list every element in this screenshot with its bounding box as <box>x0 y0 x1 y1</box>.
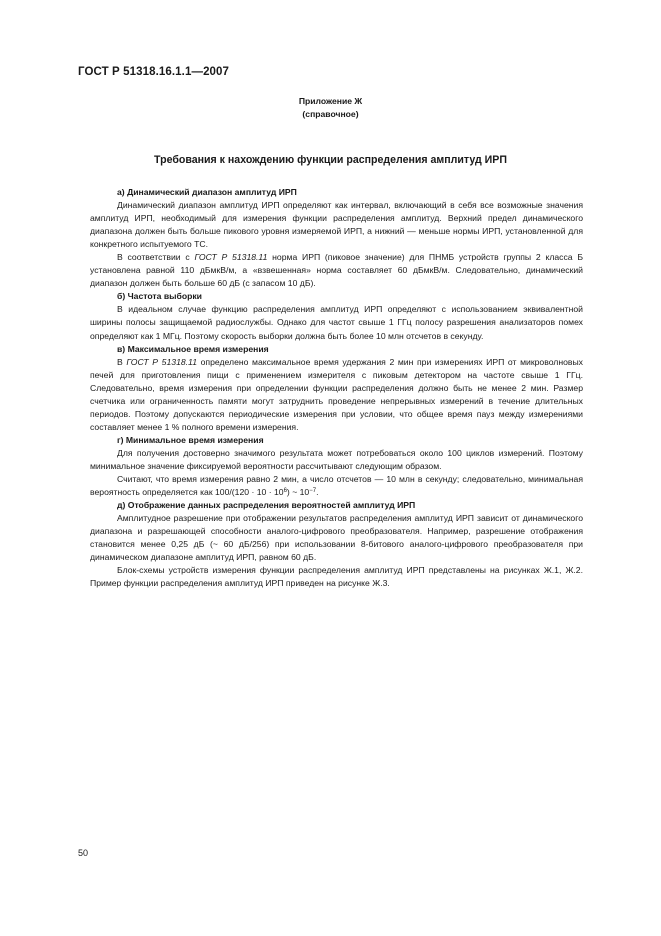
standard-reference: ГОСТ Р 51318.11 <box>194 252 268 263</box>
document-body <box>90 186 583 590</box>
section-heading-b: б) Частота выборки <box>117 291 202 302</box>
formula-paragraph <box>90 473 583 499</box>
section-heading-a: а) Динамический диапазон амплитуд ИРП <box>117 187 297 197</box>
paragraph: В идеальном случае функцию распределения амплитуд ИРП определяют с использованием эквивалентной ширины полосы защищаемой радиослужбы. Однако для частот свыше 1 ГГц полосу разрешения анализаторов помех определяют как 1 МГц. Поэтому скорость выборки должна быть более 10 млн отсчетов в секунду. <box>90 304 583 341</box>
paragraph <box>90 356 583 434</box>
paragraph <box>90 251 583 290</box>
annex-title: Требования к нахождению функции распределения амплитуд ИРП <box>154 154 507 166</box>
formula-exponent: 6 <box>283 488 287 495</box>
paragraph: Амплитудное разрешение при отображении результатов распределения амплитуд ИРП зависит от динамического диапазона и разрешающей способности аналого-цифрового преобразователя. Например, разрешение отображения становится менее 0,25 дБ (~ 60 дБ/256) при использовании 8-битового аналого-цифрового преобразователя при динамическом диапазоне амплитуд ИРП, равном 60 дБ. <box>90 513 583 563</box>
formula-text: Считают, что время измерения равно 2 мин, а число отсчетов — 10 млн в секунду; следовательно, минимальная вероятность определяется как 100/(120 · 10 · 10 <box>90 474 583 498</box>
standard-reference: ГОСТ Р 51318.11 <box>126 356 198 367</box>
paragraph: Для получения достоверно значимого результата может потребоваться около 100 циклов измерений. Поэтому минимальное значение фиксируемой вероятности рассчитывают следующим образом. <box>90 447 583 471</box>
document-header: ГОСТ Р 51318.16.1.1—2007 <box>78 66 230 78</box>
annex-label-block <box>0 95 661 121</box>
page-number: 50 <box>78 848 89 858</box>
paragraph-lead: В соответствии с <box>117 252 195 263</box>
annex-label: Приложение Ж <box>298 96 363 106</box>
formula-exponent: −7 <box>309 488 317 495</box>
formula-middle: ) ~ 10 <box>286 487 310 498</box>
paragraph: Динамический диапазон амплитуд ИРП определяют как интервал, включающий в себя все возможные значения амплитуд ИРП, необходимый для измерения функции распределения амплитуд. Верхний предел динамического диапазона должен быть больше пикового уровня измеряемой ИРП, а нижний — меньше нормы ИРП, установленной для конкретного испытуемого ТС. <box>90 200 583 250</box>
formula-end: . <box>316 487 319 498</box>
section-heading-c: в) Максимальное время измерения <box>117 343 269 354</box>
section-heading-d: г) Минимальное время измерения <box>117 434 264 445</box>
paragraph: Блок-схемы устройств измерения функции распределения амплитуд ИРП представлены на рисунках Ж.1, Ж.2. Пример функции распределения амплитуд ИРП приведен на рисунке Ж.3. <box>90 565 583 589</box>
section-heading-e: д) Отображение данных распределения вероятностей амплитуд ИРП <box>117 500 416 511</box>
paragraph-rest: норма ИРП (пиковое значение) для ПНМБ устройств группы 2 класса Б установлена равной 110 дБмкВ/м, а «взвешенная» норма составляет 60 дБмкВ/м. Следовательно, динамический диапазон должен быть больше 60 дБ (с запасом 10 дБ). <box>90 252 583 289</box>
paragraph-lead: В <box>117 356 127 367</box>
annex-kind: (справочное) <box>302 109 359 119</box>
paragraph-rest: определено максимальное время удержания 2 мин при измерениях ИРП от микроволновых печей для приготовления пищи с применением измерителя с пиковым детектором на частоте свыше 1 ГГц. Следовательно, время измерения при определении функции распределения должно быть не менее 2 мин. Размер счетчика или ограниченность памяти могут затруднить проведение непрерывных измерений в течение длительных периодов. Поэтому допускаются периодические измерения при условии, что общее время пауз между измерениями составляет менее 1 % полного времени измерения. <box>90 356 583 432</box>
